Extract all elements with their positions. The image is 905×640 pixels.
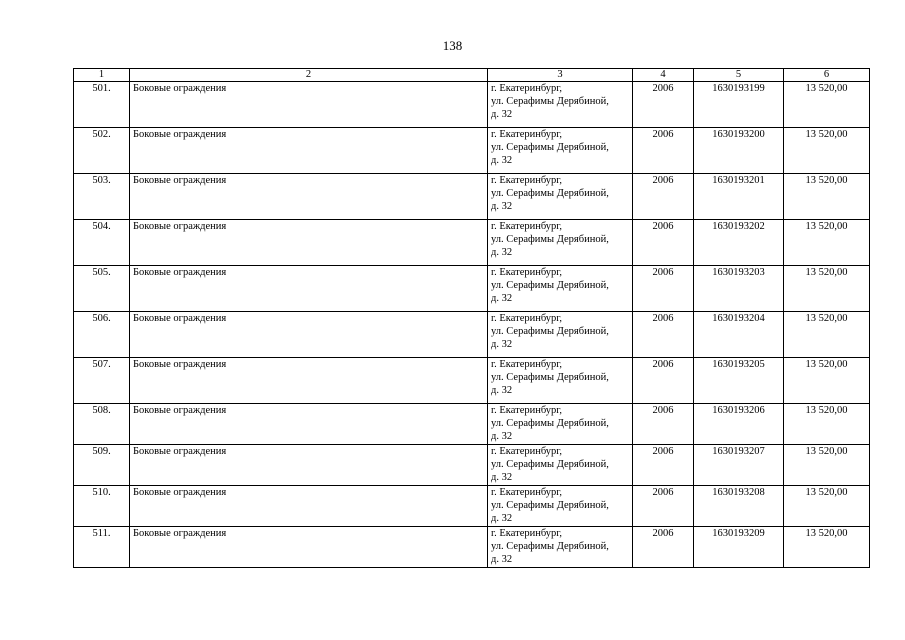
inventory-number-cell: 1630193209: [694, 527, 784, 568]
address-line-2: ул. Серафимы Дерябиной,: [491, 418, 609, 429]
amount-cell: 13 520,00: [784, 527, 870, 568]
inventory-number-cell: 1630193200: [694, 128, 784, 174]
amount-cell: 13 520,00: [784, 358, 870, 404]
item-name-cell: Боковые ограждения: [130, 82, 488, 128]
table-row: [74, 174, 870, 220]
address-line-2: ул. Серафимы Дерябиной,: [491, 500, 609, 511]
table-row: [74, 445, 870, 486]
address-line-1: г. Екатеринбург,: [491, 359, 563, 370]
address-line-1: г. Екатеринбург,: [491, 267, 563, 278]
address-line-2: ул. Серафимы Дерябиной,: [491, 234, 609, 245]
address-line-2: ул. Серафимы Дерябиной,: [491, 459, 609, 470]
item-name-cell: Боковые ограждения: [130, 486, 488, 527]
inventory-number-cell: 1630193205: [694, 358, 784, 404]
inventory-number-cell: 1630193207: [694, 445, 784, 486]
table-row: [74, 404, 870, 445]
year-cell: 2006: [633, 312, 694, 358]
address-line-3: д. 32: [491, 247, 513, 258]
item-name-cell: Боковые ограждения: [130, 174, 488, 220]
address-cell: [488, 174, 633, 220]
row-number-cell: 508.: [74, 404, 130, 445]
year-cell: 2006: [633, 445, 694, 486]
address-line-3: д. 32: [491, 385, 513, 396]
table-row: [74, 128, 870, 174]
inventory-number-cell: 1630193206: [694, 404, 784, 445]
address-line-1: г. Екатеринбург,: [491, 175, 563, 186]
address-line-3: д. 32: [491, 472, 513, 483]
year-cell: 2006: [633, 486, 694, 527]
table-row: [74, 358, 870, 404]
column-header-2: 2: [130, 69, 488, 82]
inventory-number-cell: 1630193203: [694, 266, 784, 312]
address-line-1: г. Екатеринбург,: [491, 313, 563, 324]
address-line-3: д. 32: [491, 109, 513, 120]
amount-cell: 13 520,00: [784, 128, 870, 174]
item-name-cell: Боковые ограждения: [130, 312, 488, 358]
amount-cell: 13 520,00: [784, 404, 870, 445]
address-cell: [488, 82, 633, 128]
address-line-3: д. 32: [491, 513, 513, 524]
column-header-4: 4: [633, 69, 694, 82]
year-cell: 2006: [633, 128, 694, 174]
item-name-cell: Боковые ограждения: [130, 266, 488, 312]
address-line-1: г. Екатеринбург,: [491, 83, 563, 94]
amount-cell: 13 520,00: [784, 486, 870, 527]
address-cell: [488, 312, 633, 358]
table-row: [74, 220, 870, 266]
address-line-1: г. Екатеринбург,: [491, 528, 563, 539]
address-cell: [488, 486, 633, 527]
address-line-1: г. Екатеринбург,: [491, 446, 563, 457]
address-line-3: д. 32: [491, 155, 513, 166]
amount-cell: 13 520,00: [784, 266, 870, 312]
row-number-cell: 511.: [74, 527, 130, 568]
address-line-3: д. 32: [491, 201, 513, 212]
table-body: [74, 82, 870, 568]
inventory-number-cell: 1630193202: [694, 220, 784, 266]
address-line-1: г. Екатеринбург,: [491, 405, 563, 416]
address-cell: [488, 220, 633, 266]
address-line-2: ул. Серафимы Дерябиной,: [491, 326, 609, 337]
row-number-cell: 501.: [74, 82, 130, 128]
inventory-number-cell: 1630193204: [694, 312, 784, 358]
address-line-2: ул. Серафимы Дерябиной,: [491, 188, 609, 199]
address-line-1: г. Екатеринбург,: [491, 221, 563, 232]
amount-cell: 13 520,00: [784, 174, 870, 220]
column-header-1: 1: [74, 69, 130, 82]
item-name-cell: Боковые ограждения: [130, 358, 488, 404]
address-line-1: г. Екатеринбург,: [491, 129, 563, 140]
row-number-cell: 504.: [74, 220, 130, 266]
address-line-3: д. 32: [491, 293, 513, 304]
address-cell: [488, 266, 633, 312]
amount-cell: 13 520,00: [784, 445, 870, 486]
row-number-cell: 502.: [74, 128, 130, 174]
item-name-cell: Боковые ограждения: [130, 128, 488, 174]
row-number-cell: 507.: [74, 358, 130, 404]
address-cell: [488, 128, 633, 174]
address-cell: [488, 527, 633, 568]
table-row: [74, 486, 870, 527]
inventory-number-cell: 1630193208: [694, 486, 784, 527]
column-header-3: 3: [488, 69, 633, 82]
inventory-number-cell: 1630193201: [694, 174, 784, 220]
address-cell: [488, 445, 633, 486]
year-cell: 2006: [633, 404, 694, 445]
address-line-2: ул. Серафимы Дерябиной,: [491, 541, 609, 552]
column-header-5: 5: [694, 69, 784, 82]
address-cell: [488, 404, 633, 445]
year-cell: 2006: [633, 266, 694, 312]
row-number-cell: 505.: [74, 266, 130, 312]
row-number-cell: 509.: [74, 445, 130, 486]
item-name-cell: Боковые ограждения: [130, 527, 488, 568]
year-cell: 2006: [633, 220, 694, 266]
address-cell: [488, 358, 633, 404]
amount-cell: 13 520,00: [784, 312, 870, 358]
address-line-3: д. 32: [491, 554, 513, 565]
table-row: [74, 82, 870, 128]
row-number-cell: 503.: [74, 174, 130, 220]
address-line-1: г. Екатеринбург,: [491, 487, 563, 498]
table-row: [74, 312, 870, 358]
table-row: [74, 527, 870, 568]
year-cell: 2006: [633, 527, 694, 568]
address-line-3: д. 32: [491, 339, 513, 350]
year-cell: 2006: [633, 82, 694, 128]
table-header: [74, 69, 870, 82]
item-name-cell: Боковые ограждения: [130, 220, 488, 266]
column-header-6: 6: [784, 69, 870, 82]
header-row: [74, 69, 870, 82]
amount-cell: 13 520,00: [784, 220, 870, 266]
item-name-cell: Боковые ограждения: [130, 445, 488, 486]
property-register-table: [73, 68, 870, 568]
address-line-2: ул. Серафимы Дерябиной,: [491, 372, 609, 383]
item-name-cell: Боковые ограждения: [130, 404, 488, 445]
table-row: [74, 266, 870, 312]
year-cell: 2006: [633, 358, 694, 404]
inventory-number-cell: 1630193199: [694, 82, 784, 128]
row-number-cell: 506.: [74, 312, 130, 358]
address-line-2: ул. Серафимы Дерябиной,: [491, 280, 609, 291]
address-line-3: д. 32: [491, 431, 513, 442]
amount-cell: 13 520,00: [784, 82, 870, 128]
address-line-2: ул. Серафимы Дерябиной,: [491, 142, 609, 153]
row-number-cell: 510.: [74, 486, 130, 527]
address-line-2: ул. Серафимы Дерябиной,: [491, 96, 609, 107]
year-cell: 2006: [633, 174, 694, 220]
page-number: 138: [442, 38, 463, 53]
